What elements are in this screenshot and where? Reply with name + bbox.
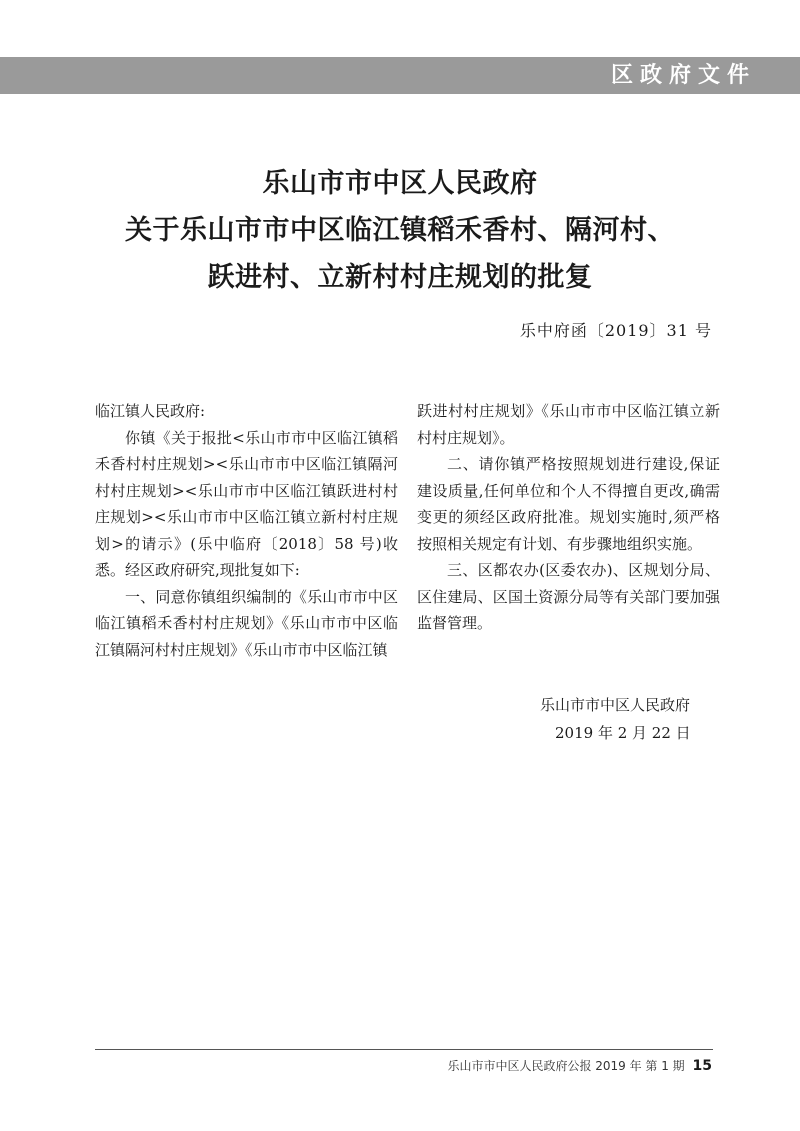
paragraph-1: 你镇《关于报批<乐山市市中区临江镇稻禾香村村庄规划><乐山市市中区临江镇隔河村村庄规划><乐山市市中区临江镇跃进村村庄规划><乐山市市中区临江镇立新村村庄规划>的请示》(乐中临府〔2018〕58 号)收悉。经区政府研究,现批复如下: [95,428,398,579]
title-line-3: 跃进村、立新村村庄规划的批复 [207,262,593,293]
section-header-label: 区政府文件 [610,63,756,88]
paragraph-3: 二、请你镇严格按照规划进行建设,保证建设质量,任何单位和个人不得擅自更改,确需变更的须经区政府批准。规划实施时,须严格按照相关规定有计划、有步骤地组织实施。 [417,455,720,553]
footer-publication: 乐山市市中区人民政府公报 2019 年 第 1 期 [447,1059,685,1073]
footer-divider [95,1049,713,1050]
section-header-bar [0,57,800,94]
signature-date: 2019 年 2 月 22 日 [555,724,691,742]
body-column-right [417,398,720,637]
page-number: 15 [692,1058,712,1074]
salutation: 临江镇人民政府: [95,402,206,420]
body-column-left [95,398,398,663]
title-line-1: 乐山市市中区人民政府 [262,168,538,199]
paragraph-4: 三、区都农办(区委农办)、区规划分局、区住建局、区国土资源分局等有关部门要加强监督管理。 [417,561,720,632]
document-title [0,160,800,301]
page-footer [447,1057,712,1074]
title-line-2: 关于乐山市市中区临江镇稻禾香村、隔河村、 [125,215,675,246]
document-number: 乐中府函〔2019〕31 号 [519,321,712,340]
signature-org: 乐山市市中区人民政府 [540,696,691,714]
paragraph-2: 一、同意你镇组织编制的《乐山市市中区临江镇稻禾香村村庄规划》《乐山市市中区临江镇隔河村村庄规划》《乐山市市中区临江镇 [95,587,398,659]
paragraph-2-continued: 跃进村村庄规划》《乐山市市中区临江镇立新村村庄规划》。 [417,402,720,447]
